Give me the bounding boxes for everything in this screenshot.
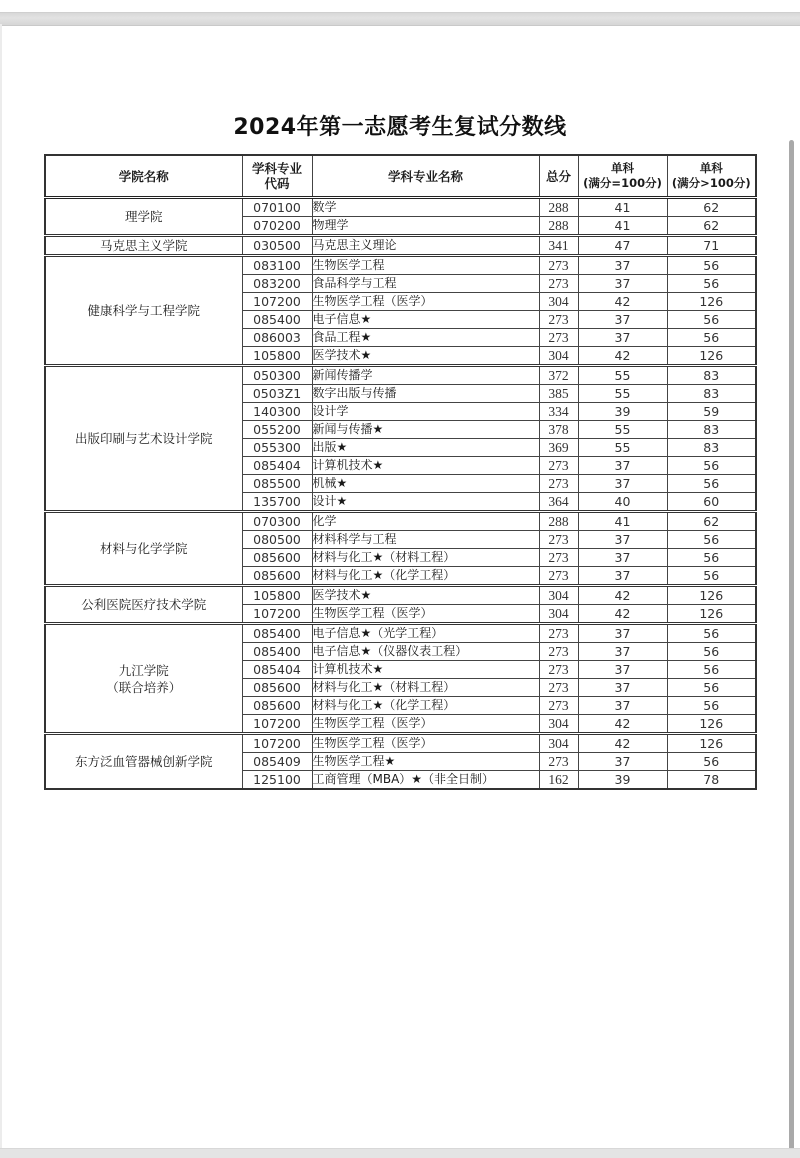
total-score-cell: 273 [539, 697, 578, 715]
college-name: 理学院 [124, 209, 163, 224]
total-score-cell: 273 [539, 275, 578, 293]
major-name-cell: 材料与化工★（材料工程） [312, 549, 539, 567]
major-code-cell: 055200 [242, 421, 312, 439]
college-cell [45, 624, 242, 734]
total-score-cell: 288 [539, 512, 578, 531]
table-row [45, 624, 756, 643]
major-code-cell: 083200 [242, 275, 312, 293]
single100-score-cell: 55 [578, 439, 667, 457]
major-name-cell: 计算机技术★ [312, 661, 539, 679]
table-row [45, 512, 756, 531]
single100-score-cell: 37 [578, 697, 667, 715]
major-code-cell: 085600 [242, 697, 312, 715]
document-title: 2024年第一志愿考生复试分数线 [233, 115, 567, 140]
header-code-line2: 代码 [264, 176, 290, 191]
total-score-cell: 341 [539, 236, 578, 256]
major-name-cell: 食品工程★ [312, 329, 539, 347]
single-over100-score-cell: 56 [667, 643, 756, 661]
college-cell [45, 734, 242, 790]
single-over100-score-cell: 56 [667, 275, 756, 293]
major-name-cell: 数学 [312, 198, 539, 217]
total-score-cell: 273 [539, 643, 578, 661]
single-over100-score-cell: 56 [667, 661, 756, 679]
total-score-cell: 273 [539, 679, 578, 697]
header-single-over100-line2: (满分>100分) [671, 176, 751, 190]
college-name: 公利医院医疗技术学院 [81, 597, 207, 612]
major-name-cell: 材料与化工★（材料工程） [312, 679, 539, 697]
single100-score-cell: 41 [578, 198, 667, 217]
major-code-cell: 085409 [242, 753, 312, 771]
total-score-cell: 273 [539, 256, 578, 275]
college-cell [45, 512, 242, 586]
major-code-cell: 107200 [242, 715, 312, 734]
major-name-cell: 材料科学与工程 [312, 531, 539, 549]
major-code-cell: 070200 [242, 217, 312, 236]
single100-score-cell: 37 [578, 661, 667, 679]
single100-score-cell: 39 [578, 403, 667, 421]
single-over100-score-cell: 56 [667, 753, 756, 771]
major-code-cell: 085500 [242, 475, 312, 493]
college-name: 材料与化学学院 [99, 541, 188, 556]
major-name-cell: 设计学 [312, 403, 539, 421]
table-row [45, 236, 756, 256]
header-single100 [578, 155, 667, 198]
major-name-cell: 马克思主义理论 [312, 236, 539, 256]
single100-score-cell: 40 [578, 493, 667, 512]
major-code-cell: 140300 [242, 403, 312, 421]
single-over100-score-cell: 126 [667, 734, 756, 753]
major-name-cell: 数字出版与传播 [312, 385, 539, 403]
single100-score-cell: 41 [578, 512, 667, 531]
header-single100-line2: (满分=100分) [583, 176, 662, 190]
single-over100-score-cell: 60 [667, 493, 756, 512]
total-score-cell: 273 [539, 457, 578, 475]
major-code-cell: 070300 [242, 512, 312, 531]
major-name-cell: 生物医学工程★ [312, 753, 539, 771]
table-row [45, 734, 756, 753]
total-score-cell: 334 [539, 403, 578, 421]
header-code [242, 155, 312, 198]
single-over100-score-cell: 56 [667, 697, 756, 715]
major-code-cell: 085600 [242, 549, 312, 567]
major-name-cell: 化学 [312, 512, 539, 531]
table-row [45, 586, 756, 605]
major-name-cell: 计算机技术★ [312, 457, 539, 475]
major-code-cell: 105800 [242, 347, 312, 366]
single100-score-cell: 37 [578, 311, 667, 329]
header-code-line1: 学科专业 [251, 161, 302, 176]
major-code-cell: 107200 [242, 605, 312, 624]
single-over100-score-cell: 56 [667, 567, 756, 586]
major-name-cell: 机械★ [312, 475, 539, 493]
single100-score-cell: 39 [578, 771, 667, 790]
college-cell [45, 586, 242, 624]
major-name-cell: 生物医学工程（医学） [312, 734, 539, 753]
major-code-cell: 0503Z1 [242, 385, 312, 403]
major-code-cell: 080500 [242, 531, 312, 549]
college-name: 马克思主义学院 [99, 238, 188, 253]
total-score-cell: 304 [539, 605, 578, 624]
major-code-cell: 107200 [242, 734, 312, 753]
major-code-cell: 085400 [242, 624, 312, 643]
major-name-cell: 出版★ [312, 439, 539, 457]
college-cell [45, 366, 242, 512]
cutoff-score-table [44, 154, 757, 790]
single100-score-cell: 55 [578, 385, 667, 403]
total-score-cell: 378 [539, 421, 578, 439]
college-name: 九江学院 [118, 662, 169, 678]
major-code-cell: 135700 [242, 493, 312, 512]
college-name: 出版印刷与艺术设计学院 [74, 431, 213, 446]
single100-score-cell: 37 [578, 567, 667, 586]
single100-score-cell: 37 [578, 624, 667, 643]
single-over100-score-cell: 56 [667, 624, 756, 643]
single100-score-cell: 42 [578, 293, 667, 311]
total-score-cell: 369 [539, 439, 578, 457]
single100-score-cell: 37 [578, 643, 667, 661]
single100-score-cell: 55 [578, 366, 667, 385]
single-over100-score-cell: 126 [667, 586, 756, 605]
single100-score-cell: 37 [578, 753, 667, 771]
scrollbar-thumb[interactable] [789, 140, 794, 1152]
major-code-cell: 125100 [242, 771, 312, 790]
single100-score-cell: 37 [578, 457, 667, 475]
major-code-cell: 107200 [242, 293, 312, 311]
header-major: 学科专业名称 [312, 155, 539, 198]
major-name-cell: 医学技术★ [312, 347, 539, 366]
single-over100-score-cell: 56 [667, 531, 756, 549]
single-over100-score-cell: 56 [667, 475, 756, 493]
major-code-cell: 030500 [242, 236, 312, 256]
major-code-cell: 085400 [242, 311, 312, 329]
major-name-cell: 食品科学与工程 [312, 275, 539, 293]
header-single-over100 [667, 155, 756, 198]
major-code-cell: 086003 [242, 329, 312, 347]
total-score-cell: 273 [539, 475, 578, 493]
single100-score-cell: 37 [578, 475, 667, 493]
total-score-cell: 162 [539, 771, 578, 790]
major-name-cell: 生物医学工程（医学） [312, 605, 539, 624]
table-row [45, 366, 756, 385]
single-over100-score-cell: 62 [667, 198, 756, 217]
single-over100-score-cell: 59 [667, 403, 756, 421]
page-edge [0, 24, 2, 1149]
college-name: 东方泛血管器械创新学院 [74, 754, 213, 769]
total-score-cell: 364 [539, 493, 578, 512]
single-over100-score-cell: 71 [667, 236, 756, 256]
college-cell [45, 236, 242, 256]
single100-score-cell: 42 [578, 715, 667, 734]
total-score-cell: 273 [539, 567, 578, 586]
single100-score-cell: 42 [578, 347, 667, 366]
header-total: 总分 [539, 155, 578, 198]
total-score-cell: 304 [539, 586, 578, 605]
table-row [45, 198, 756, 217]
single-over100-score-cell: 83 [667, 439, 756, 457]
major-name-cell: 生物医学工程（医学） [312, 293, 539, 311]
table-body [45, 198, 756, 790]
single-over100-score-cell: 78 [667, 771, 756, 790]
single-over100-score-cell: 56 [667, 549, 756, 567]
major-code-cell: 085404 [242, 457, 312, 475]
single-over100-score-cell: 56 [667, 457, 756, 475]
major-name-cell: 新闻与传播★ [312, 421, 539, 439]
major-code-cell: 085600 [242, 679, 312, 697]
single100-score-cell: 41 [578, 217, 667, 236]
total-score-cell: 385 [539, 385, 578, 403]
major-name-cell: 电子信息★（仪器仪表工程） [312, 643, 539, 661]
single-over100-score-cell: 126 [667, 347, 756, 366]
total-score-cell: 273 [539, 329, 578, 347]
header-college: 学院名称 [45, 155, 242, 198]
single-over100-score-cell: 126 [667, 715, 756, 734]
single-over100-score-cell: 56 [667, 329, 756, 347]
college-cell [45, 256, 242, 366]
major-code-cell: 083100 [242, 256, 312, 275]
single100-score-cell: 37 [578, 531, 667, 549]
single100-score-cell: 55 [578, 421, 667, 439]
single-over100-score-cell: 62 [667, 217, 756, 236]
total-score-cell: 288 [539, 217, 578, 236]
total-score-cell: 273 [539, 549, 578, 567]
total-score-cell: 273 [539, 753, 578, 771]
major-code-cell: 050300 [242, 366, 312, 385]
college-name: 健康科学与工程学院 [87, 303, 200, 318]
total-score-cell: 288 [539, 198, 578, 217]
total-score-cell: 273 [539, 624, 578, 643]
single-over100-score-cell: 62 [667, 512, 756, 531]
major-code-cell: 085400 [242, 643, 312, 661]
single-over100-score-cell: 126 [667, 605, 756, 624]
single100-score-cell: 37 [578, 256, 667, 275]
major-name-cell: 工商管理（MBA）★（非全日制） [312, 771, 539, 790]
major-name-cell: 生物医学工程（医学） [312, 715, 539, 734]
total-score-cell: 304 [539, 293, 578, 311]
single-over100-score-cell: 56 [667, 311, 756, 329]
single-over100-score-cell: 83 [667, 366, 756, 385]
table-header-row [45, 155, 756, 198]
major-name-cell: 生物医学工程 [312, 256, 539, 275]
total-score-cell: 273 [539, 311, 578, 329]
viewer-top-bar [0, 12, 800, 26]
single100-score-cell: 37 [578, 679, 667, 697]
college-note: （联合培养） [106, 679, 182, 695]
single-over100-score-cell: 56 [667, 679, 756, 697]
header-single100-line1: 单科 [611, 161, 634, 175]
major-name-cell: 材料与化工★（化学工程） [312, 697, 539, 715]
college-cell [45, 198, 242, 236]
single-over100-score-cell: 56 [667, 256, 756, 275]
major-name-cell: 电子信息★ [312, 311, 539, 329]
total-score-cell: 304 [539, 715, 578, 734]
single-over100-score-cell: 83 [667, 421, 756, 439]
major-code-cell: 085404 [242, 661, 312, 679]
single100-score-cell: 37 [578, 549, 667, 567]
major-name-cell: 医学技术★ [312, 586, 539, 605]
single100-score-cell: 37 [578, 275, 667, 293]
total-score-cell: 304 [539, 734, 578, 753]
major-code-cell: 105800 [242, 586, 312, 605]
header-single-over100-line1: 单科 [699, 161, 723, 175]
single100-score-cell: 42 [578, 734, 667, 753]
single-over100-score-cell: 83 [667, 385, 756, 403]
major-name-cell: 设计★ [312, 493, 539, 512]
major-name-cell: 新闻传播学 [312, 366, 539, 385]
total-score-cell: 273 [539, 661, 578, 679]
major-name-cell: 材料与化工★（化学工程） [312, 567, 539, 586]
single100-score-cell: 37 [578, 329, 667, 347]
vertical-scrollbar[interactable] [788, 140, 796, 1152]
single100-score-cell: 42 [578, 586, 667, 605]
single100-score-cell: 42 [578, 605, 667, 624]
total-score-cell: 372 [539, 366, 578, 385]
single-over100-score-cell: 126 [667, 293, 756, 311]
major-name-cell: 物理学 [312, 217, 539, 236]
major-code-cell: 085600 [242, 567, 312, 586]
table-row [45, 256, 756, 275]
single100-score-cell: 47 [578, 236, 667, 256]
total-score-cell: 273 [539, 531, 578, 549]
major-code-cell: 055300 [242, 439, 312, 457]
total-score-cell: 304 [539, 347, 578, 366]
major-name-cell: 电子信息★（光学工程） [312, 624, 539, 643]
major-code-cell: 070100 [242, 198, 312, 217]
